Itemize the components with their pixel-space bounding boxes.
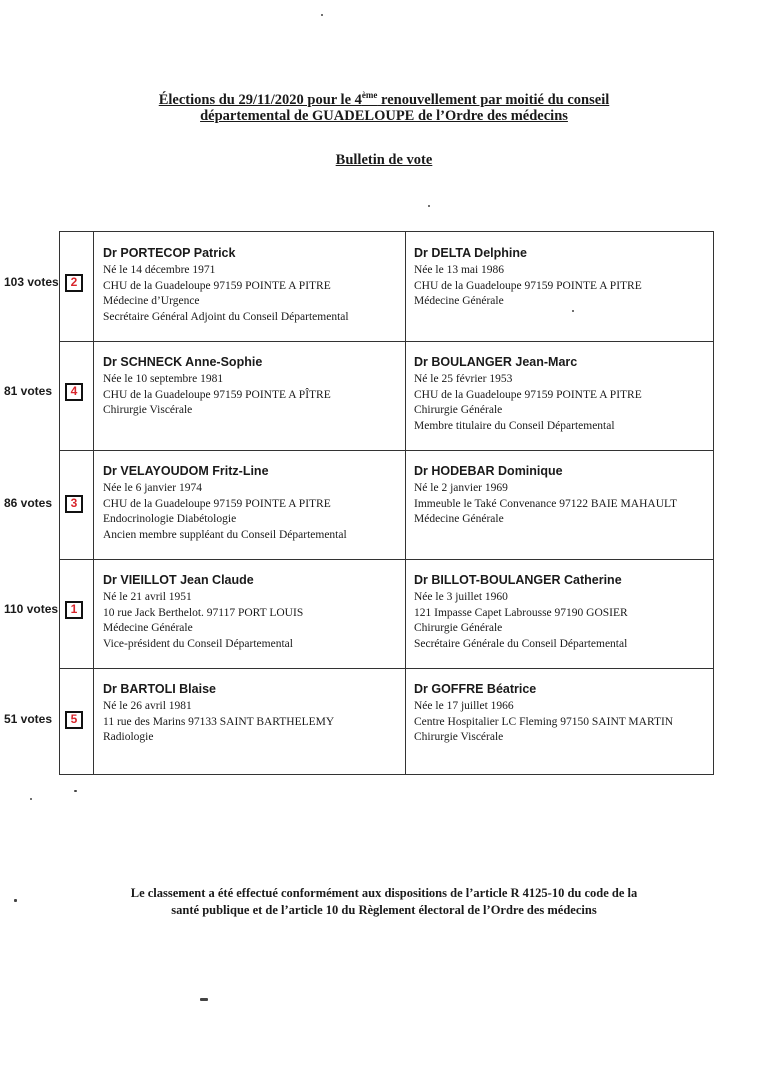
candidate-detail-line: Née le 10 septembre 1981 <box>103 373 224 385</box>
rank-column-divider <box>93 232 94 774</box>
candidate-entry <box>103 245 349 325</box>
footnote <box>0 885 768 919</box>
candidate-detail-line: Centre Hospitalier LC Fleming 97150 SAINT MARTIN <box>414 715 674 728</box>
title-line1-start: Élections du 29/11/2020 pour le 4 <box>158 92 362 108</box>
candidate-detail-line: CHU de la Guadeloupe 97159 POINTE A PÎTRE <box>103 388 331 401</box>
rank-badge: 1 <box>65 601 83 619</box>
candidate-detail-line: 11 rue des Marins 97133 SAINT BARTHELEMY <box>103 715 335 728</box>
vote-count: 110 votes <box>4 602 59 616</box>
candidate-detail-line: Secrétaire Générale du Conseil Départemental <box>414 637 628 650</box>
candidate-detail-line: Médecine Générale <box>103 622 193 634</box>
candidate-entry <box>103 354 331 419</box>
candidate-entry <box>414 681 673 746</box>
vote-count: 103 votes <box>4 275 59 289</box>
footnote-line2: santé publique et de l’article 10 du Règlement électoral de l’Ordre des médecins <box>171 903 597 917</box>
candidate-name: Dr VIEILLOT Jean Claude <box>103 573 254 587</box>
vote-count: 86 votes <box>4 496 53 510</box>
rank-badge: 3 <box>65 495 83 513</box>
candidate-detail-line: Chirurgie Viscérale <box>414 731 504 743</box>
middle-column-divider <box>405 232 406 774</box>
candidate-detail-line: Né le 2 janvier 1969 <box>414 482 508 494</box>
candidate-detail-line: Médecine Générale <box>414 513 504 525</box>
candidate-name: Dr BILLOT-BOULANGER Catherine <box>414 573 622 587</box>
candidate-entry <box>103 463 347 543</box>
rank-badge: 4 <box>65 383 83 401</box>
candidate-entry <box>103 681 334 746</box>
candidate-detail-line: Chirurgie Générale <box>414 404 503 416</box>
row-divider <box>60 559 713 560</box>
candidate-detail-line: Chirurgie Viscérale <box>103 404 193 416</box>
title-line1-end: renouvellement par moitié du conseil <box>377 92 610 108</box>
title-superscript: ème <box>361 90 378 101</box>
candidate-detail-line: Né le 25 février 1953 <box>414 373 513 385</box>
candidate-detail-line: CHU de la Guadeloupe 97159 POINTE A PITRE <box>414 388 642 401</box>
candidate-name: Dr VELAYOUDOM Fritz-Line <box>103 464 269 478</box>
rank-badge: 2 <box>65 274 83 292</box>
ballot-table <box>59 231 714 775</box>
candidate-name: Dr HODEBAR Dominique <box>414 464 563 478</box>
candidate-entry <box>103 572 303 652</box>
scan-speck <box>428 205 430 207</box>
candidate-name: Dr GOFFRE Béatrice <box>414 682 537 696</box>
candidate-detail-line: Immeuble le Také Convenance 97122 BAIE MAHAULT <box>414 497 678 510</box>
candidate-entry <box>414 463 677 528</box>
candidate-detail-line: Chirurgie Générale <box>414 622 503 634</box>
vote-count: 51 votes <box>4 712 53 726</box>
candidate-detail-line: Radiologie <box>103 731 154 743</box>
candidate-name: Dr BOULANGER Jean-Marc <box>414 355 578 369</box>
ballot-subtitle: Bulletin de vote <box>335 152 433 168</box>
candidate-detail-line: Née le 17 juillet 1966 <box>414 700 514 712</box>
candidate-name: Dr SCHNECK Anne-Sophie <box>103 355 263 369</box>
footnote-line1: Le classement a été effectué conformément aux dispositions de l’article R 4125-10 du code de la <box>130 886 638 900</box>
scan-speck <box>572 310 574 312</box>
candidate-entry <box>414 354 642 434</box>
candidate-detail-line: CHU de la Guadeloupe 97159 POINTE A PITRE <box>103 497 331 510</box>
candidate-detail-line: Né le 26 avril 1981 <box>103 700 192 712</box>
candidate-name: Dr BARTOLI Blaise <box>103 682 216 696</box>
candidate-detail-line: Ancien membre suppléant du Conseil Départemental <box>103 528 347 541</box>
scan-speck <box>74 790 77 792</box>
vote-count: 81 votes <box>4 384 53 398</box>
candidate-name: Dr PORTECOP Patrick <box>103 246 236 260</box>
scan-speck <box>200 998 208 1001</box>
candidate-detail-line: 10 rue Jack Berthelot. 97117 PORT LOUIS <box>103 606 304 619</box>
candidate-entry <box>414 572 628 652</box>
candidate-detail-line: Née le 13 mai 1986 <box>414 264 505 276</box>
scan-speck <box>14 899 17 902</box>
candidate-entry <box>414 245 642 310</box>
candidate-detail-line: Secrétaire Général Adjoint du Conseil Départemental <box>103 310 349 323</box>
row-divider <box>60 668 713 669</box>
row-divider <box>60 450 713 451</box>
candidate-detail-line: 121 Impasse Capet Labrousse 97190 GOSIER <box>414 606 628 619</box>
candidate-detail-line: Vice-président du Conseil Départemental <box>103 637 293 650</box>
candidate-detail-line: Endocrinologie Diabétologie <box>103 513 237 525</box>
scan-speck <box>321 14 323 16</box>
rank-badge: 5 <box>65 711 83 729</box>
candidate-detail-line: CHU de la Guadeloupe 97159 POINTE A PITRE <box>414 279 642 292</box>
candidate-detail-line: CHU de la Guadeloupe 97159 POINTE A PITRE <box>103 279 331 292</box>
candidate-detail-line: Médecine d’Urgence <box>103 295 200 307</box>
candidate-detail-line: Membre titulaire du Conseil Départemental <box>414 419 615 432</box>
candidate-detail-line: Né le 14 décembre 1971 <box>103 264 216 276</box>
row-divider <box>60 341 713 342</box>
candidate-detail-line: Né le 21 avril 1951 <box>103 591 192 603</box>
document-title <box>0 92 768 124</box>
candidate-detail-line: Médecine Générale <box>414 295 504 307</box>
scan-speck <box>30 798 32 800</box>
candidate-name: Dr DELTA Delphine <box>414 246 527 260</box>
title-line2: départemental de GUADELOUPE de l’Ordre des médecins <box>200 108 568 124</box>
candidate-detail-line: Née le 3 juillet 1960 <box>414 591 508 603</box>
candidate-detail-line: Née le 6 janvier 1974 <box>103 482 202 494</box>
